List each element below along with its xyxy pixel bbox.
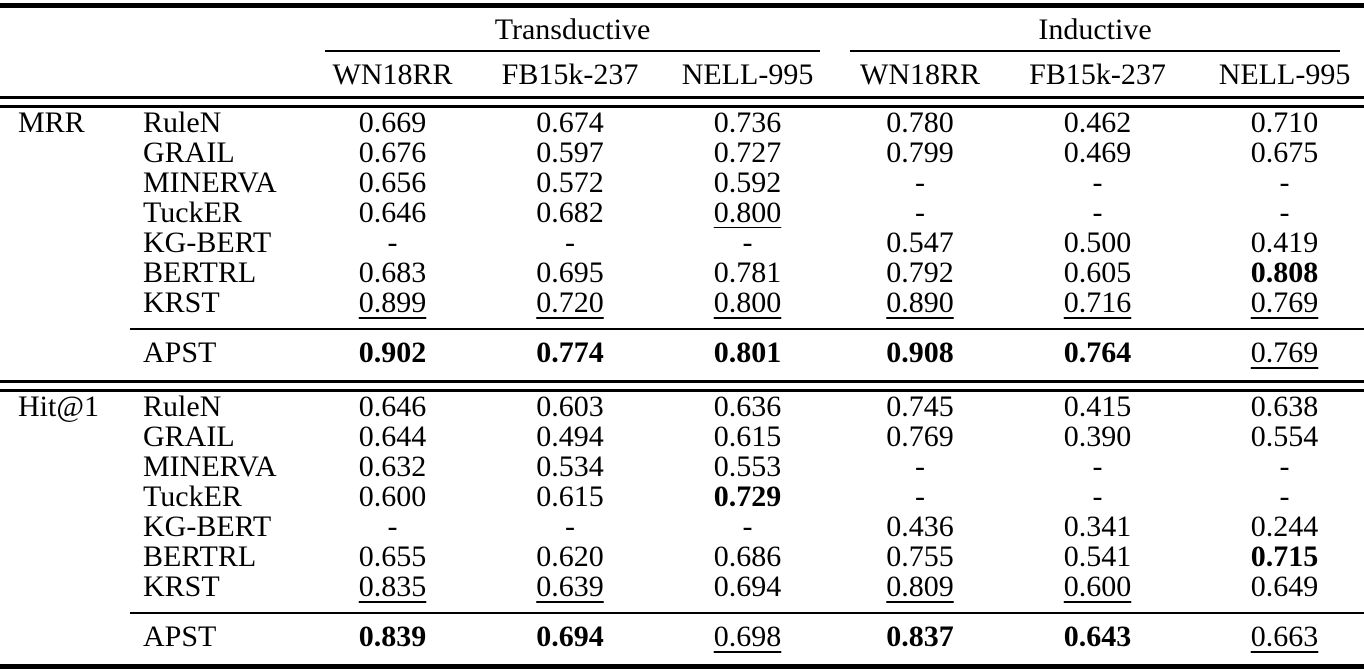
metric-value: 0.644 — [358, 422, 427, 452]
blank-cell — [0, 613, 130, 667]
metric-value: 0.638 — [1250, 390, 1319, 422]
metric-value: 0.792 — [886, 258, 954, 288]
table-row — [0, 288, 1364, 329]
metric-value: 0.694 — [465, 613, 675, 667]
table-row — [0, 422, 1364, 452]
method-name: RuleN — [143, 390, 222, 422]
method-name: MINERVA — [143, 168, 277, 198]
metric-value: 0.600 — [1063, 572, 1132, 603]
metric-value: 0.837 — [850, 613, 990, 667]
table-row — [0, 452, 1364, 482]
metric-value: 0.890 — [886, 288, 954, 319]
group-header-inductive-label: Inductive — [850, 15, 1340, 52]
dataset-header: WN18RR — [860, 58, 981, 91]
metric-value: 0.801 — [675, 329, 820, 382]
dataset-header: FB15k-237 — [1029, 58, 1166, 91]
metric-value: 0.809 — [886, 572, 954, 603]
metric-value: - — [565, 512, 575, 542]
metric-value: - — [387, 228, 398, 258]
metric-value: 0.636 — [713, 390, 782, 422]
group-header-row — [0, 6, 1364, 53]
metric-value: - — [915, 482, 926, 512]
method-name: GRAIL — [143, 422, 235, 452]
metric-value: 0.341 — [1063, 512, 1132, 542]
metric-value: - — [915, 198, 926, 228]
method-name: APST — [130, 329, 320, 382]
metric-value: 0.683 — [358, 258, 427, 288]
metric-value: - — [387, 512, 398, 542]
metric-value: 0.769 — [1250, 288, 1319, 319]
table-row — [0, 168, 1364, 198]
metric-value: 0.800 — [713, 288, 782, 319]
metric-value: 0.676 — [358, 138, 427, 168]
metric-value: - — [742, 512, 753, 542]
group-gap — [820, 6, 850, 53]
apst-summary-row — [0, 329, 1364, 382]
metric-value: 0.694 — [713, 572, 782, 603]
table-row — [0, 482, 1364, 512]
metric-value: 0.592 — [713, 168, 782, 198]
metric-value: - — [915, 452, 926, 482]
method-name: APST — [130, 613, 320, 667]
metric-value: 0.769 — [886, 422, 954, 452]
metric-value: 0.899 — [358, 288, 427, 319]
double-rule — [0, 382, 1364, 391]
metric-value: 0.698 — [675, 613, 820, 667]
table-row — [0, 228, 1364, 258]
metric-value: 0.720 — [536, 288, 604, 319]
metric-value: 0.835 — [358, 572, 427, 603]
metric-value: 0.390 — [1063, 422, 1132, 452]
metric-value: - — [1279, 482, 1290, 512]
metric-value: 0.620 — [536, 542, 604, 572]
metric-value: 0.716 — [1063, 288, 1132, 319]
metric-value: 0.727 — [713, 138, 782, 168]
metric-value: 0.902 — [320, 329, 465, 382]
metric-value: 0.646 — [358, 390, 427, 422]
group-gap — [820, 542, 850, 572]
metric-value: - — [1092, 452, 1103, 482]
group-gap — [820, 572, 850, 613]
method-name: TuckER — [143, 482, 242, 512]
metric-value: 0.469 — [1063, 138, 1132, 168]
metric-value: 0.534 — [536, 452, 604, 482]
method-name: RuleN — [143, 106, 222, 138]
metric-value: 0.649 — [1250, 572, 1319, 603]
metric-value: 0.436 — [886, 512, 954, 542]
group-header-transductive — [320, 6, 820, 53]
table-row — [0, 542, 1364, 572]
group-header-transductive-label: Transductive — [325, 15, 820, 52]
metric-value: - — [1092, 168, 1103, 198]
metric-value: - — [565, 228, 575, 258]
metric-value: 0.462 — [1063, 106, 1132, 138]
table-row — [0, 572, 1364, 613]
metric-value: 0.908 — [850, 329, 990, 382]
metric-value: - — [1279, 168, 1290, 198]
metric-value: 0.781 — [713, 258, 782, 288]
apst-summary-row — [0, 613, 1364, 667]
metric-value: 0.682 — [536, 198, 604, 228]
metric-value: 0.780 — [886, 106, 954, 138]
metric-value: 0.755 — [886, 542, 954, 572]
metric-label-hit1: Hit@1 — [18, 390, 99, 423]
metric-value: 0.675 — [1250, 138, 1319, 168]
table-row — [0, 198, 1364, 228]
metric-value: 0.553 — [713, 452, 782, 482]
method-name: KG-BERT — [143, 228, 272, 258]
group-gap — [820, 512, 850, 542]
group-gap — [820, 613, 850, 667]
group-gap — [820, 482, 850, 512]
dataset-header: NELL-995 — [1218, 58, 1351, 91]
metric-value: 0.839 — [320, 613, 465, 667]
group-header-inductive — [850, 6, 1364, 53]
metric-value: 0.695 — [536, 258, 604, 288]
metric-value: 0.736 — [713, 106, 782, 138]
group-gap — [820, 228, 850, 258]
metric-value: 0.597 — [536, 138, 604, 168]
metric-value: - — [1092, 198, 1103, 228]
group-gap — [820, 391, 850, 423]
metric-value: 0.419 — [1250, 228, 1319, 258]
metric-value: 0.415 — [1063, 390, 1132, 422]
table-row — [0, 512, 1364, 542]
group-gap — [820, 168, 850, 198]
metric-value: 0.764 — [990, 329, 1205, 382]
method-name: KG-BERT — [143, 512, 272, 542]
metric-value: 0.715 — [1250, 542, 1319, 572]
method-name: BERTRL — [143, 542, 257, 572]
results-table — [0, 3, 1364, 669]
group-gap — [820, 329, 850, 382]
method-name: KRST — [143, 572, 220, 603]
method-name: GRAIL — [143, 138, 235, 168]
metric-value: 0.729 — [713, 482, 782, 512]
metric-value: 0.674 — [536, 106, 604, 138]
metric-value: 0.541 — [1063, 542, 1132, 572]
method-name: MINERVA — [143, 452, 277, 482]
metric-value: 0.646 — [358, 198, 427, 228]
metric-value: 0.808 — [1250, 258, 1319, 288]
metric-value: 0.494 — [536, 422, 604, 452]
blank-corner — [0, 52, 320, 98]
metric-value: 0.605 — [1063, 258, 1132, 288]
group-gap — [820, 452, 850, 482]
metric-value: 0.615 — [536, 482, 604, 512]
method-name: BERTRL — [143, 258, 257, 288]
metric-value: 0.643 — [990, 613, 1205, 667]
metric-value: 0.244 — [1250, 512, 1319, 542]
metric-value: 0.615 — [713, 422, 782, 452]
group-gap — [820, 198, 850, 228]
blank-cell — [0, 329, 130, 382]
metric-value: 0.774 — [465, 329, 675, 382]
metric-value: 0.639 — [536, 572, 604, 603]
metric-value: - — [1279, 452, 1290, 482]
metric-value: 0.663 — [1205, 613, 1364, 667]
table-row — [0, 138, 1364, 168]
table-row — [0, 391, 1364, 423]
method-name: TuckER — [143, 198, 242, 228]
group-gap — [820, 258, 850, 288]
group-gap — [820, 422, 850, 452]
metric-value: 0.632 — [358, 452, 427, 482]
metric-value: 0.745 — [886, 390, 954, 422]
dataset-header-row — [0, 52, 1364, 98]
dataset-header: FB15k-237 — [501, 58, 639, 91]
metric-value: - — [915, 168, 926, 198]
metric-value: 0.799 — [886, 138, 954, 168]
metric-value: 0.603 — [536, 390, 604, 422]
metric-value: 0.686 — [713, 542, 782, 572]
metric-value: 0.656 — [358, 168, 427, 198]
metric-value: 0.600 — [358, 482, 427, 512]
blank-corner — [0, 6, 320, 53]
group-gap — [820, 138, 850, 168]
metric-value: - — [1092, 482, 1103, 512]
metric-value: 0.800 — [713, 198, 782, 228]
metric-value: 0.572 — [536, 168, 604, 198]
double-rule — [0, 98, 1364, 107]
dataset-header: NELL-995 — [681, 58, 814, 91]
group-gap — [820, 52, 850, 98]
dataset-header: WN18RR — [332, 58, 453, 91]
group-gap — [820, 107, 850, 139]
group-gap — [820, 288, 850, 329]
metric-value: 0.710 — [1250, 106, 1319, 138]
metric-value: - — [1279, 198, 1290, 228]
metric-value: - — [742, 228, 753, 258]
table-row — [0, 107, 1364, 139]
metric-value: 0.669 — [358, 106, 427, 138]
metric-label-mrr: MRR — [18, 106, 85, 139]
metric-value: 0.655 — [358, 542, 427, 572]
metric-value: 0.547 — [886, 228, 954, 258]
metric-value: 0.554 — [1250, 422, 1319, 452]
table-row — [0, 258, 1364, 288]
metric-value: 0.500 — [1063, 228, 1132, 258]
metric-value: 0.769 — [1205, 329, 1364, 382]
method-name: KRST — [143, 288, 220, 319]
